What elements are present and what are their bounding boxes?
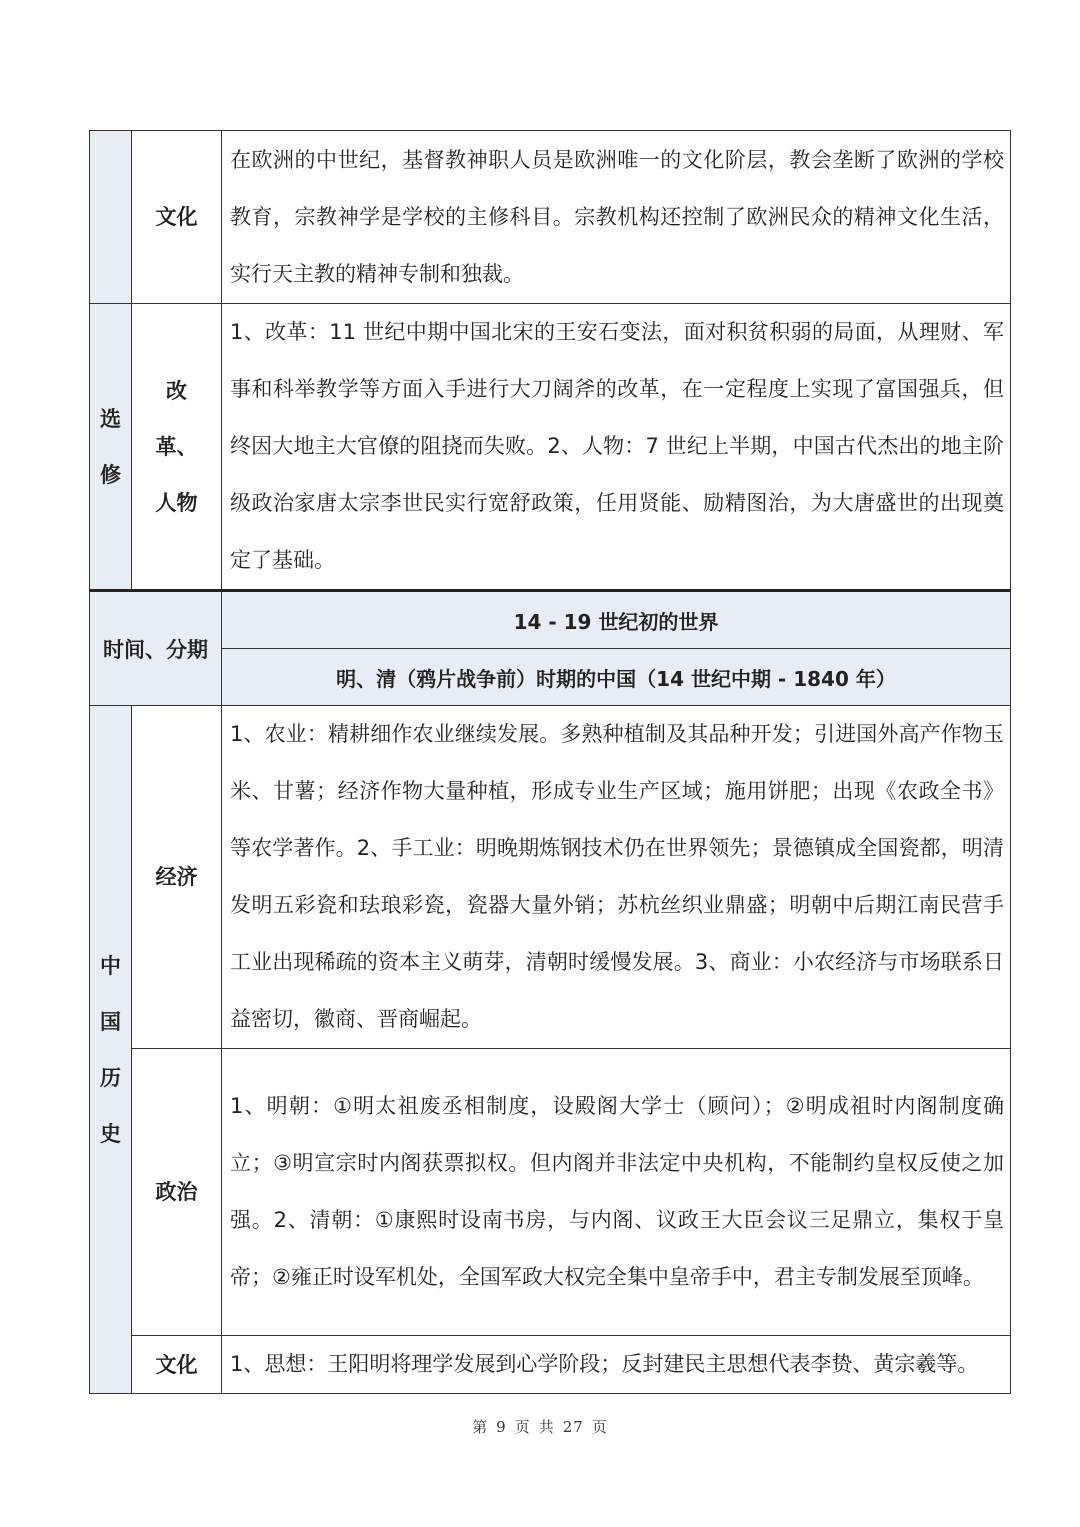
table-row <box>90 1336 1011 1394</box>
footer-word: 共 <box>538 1418 555 1436</box>
culture-text: 在欧洲的中世纪，基督教神职人员是欧洲唯一的文化阶层，教会垄断了欧洲的学校教育，宗教神学是学校的主修科目。宗教机构还控制了欧洲民众的精神文化生活，实行天主教的精神专制和独裁。 <box>222 131 1011 304</box>
politics-text: 1、明朝：①明太祖废丞相制度，设殿阁大学士（顾问）；②明成祖时内阁制度确立；③明宣宗时内阁获票拟权。但内阁并非法定中央机构，不能制约皇权反使之加强。2、清朝：①康熙时设南书房，与内阁、议政王大臣会议三足鼎立，集权于皇帝；②雍正时设军机处，全国军政大权完全集中皇帝手中，君主专制发展至顶峰。 <box>222 1049 1011 1336</box>
section-char: 国 <box>100 1009 121 1034</box>
period-label: 时间、分期 <box>90 591 222 706</box>
footer-page-number: 9 <box>496 1418 507 1436</box>
table-row <box>90 131 1011 304</box>
category-line: 革、 <box>155 434 198 459</box>
history-summary-table <box>89 130 1011 1394</box>
section-cell-elective <box>90 304 132 591</box>
category-economy: 经济 <box>132 706 222 1049</box>
reform-text: 1、改革：11 世纪中期中国北宋的王安石变法，面对积贫积弱的局面，从理财、军事和科举教学等方面入手进行大刀阔斧的改革，在一定程度上实现了富国强兵，但终因大地主大官僚的阻挠而失败。2、人物：7 世纪上半期，中国古代杰出的地主阶级政治家唐太宗李世民实行宽舒政策，任用贤能、励精图治，为大唐盛世的出现奠定了基础。 <box>222 304 1011 591</box>
footer-word: 页 <box>514 1418 531 1436</box>
footer-total-pages: 27 <box>562 1418 584 1436</box>
table-row <box>90 1049 1011 1336</box>
page-footer <box>0 1416 1080 1437</box>
section-cell-continued <box>90 131 132 304</box>
table-row <box>90 304 1011 591</box>
category-line: 改 <box>166 378 187 403</box>
china-culture-text: 1、思想：王阳明将理学发展到心学阶段；反封建民主思想代表李贽、黄宗羲等。 <box>222 1336 1011 1394</box>
category-line: 人物 <box>155 490 198 515</box>
economy-text: 1、农业：精耕细作农业继续发展。多熟种植制及其品种开发；引进国外高产作物玉米、甘薯；经济作物大量种植，形成专业生产区域；施用饼肥；出现《农政全书》等农学著作。2、手工业：明晚期炼钢技术仍在世界领先；景德镇成全国瓷都，明清发明五彩瓷和珐琅彩瓷，瓷器大量外销；苏杭丝织业鼎盛；明朝中后期江南民营手工业出现稀疏的资本主义萌芽，清朝时缓慢发展。3、商业：小农经济与市场联系日益密切，徽商、晋商崛起。 <box>222 706 1011 1049</box>
footer-prefix: 第 <box>472 1418 489 1436</box>
category-reform-figures <box>132 304 222 591</box>
category-culture: 文化 <box>132 131 222 304</box>
section-char: 选 <box>100 406 121 431</box>
footer-suffix: 页 <box>591 1418 608 1436</box>
category-politics: 政治 <box>132 1049 222 1336</box>
section-char: 史 <box>100 1121 121 1146</box>
china-heading: 明、清（鸦片战争前）时期的中国（14 世纪中期 - 1840 年） <box>222 649 1011 706</box>
world-heading: 14 - 19 世纪初的世界 <box>222 591 1011 649</box>
table-row <box>90 706 1011 1049</box>
category-culture-china: 文化 <box>132 1336 222 1394</box>
section-cell-china-history <box>90 706 132 1394</box>
table-row-period-china <box>90 649 1011 706</box>
table-row-period-world <box>90 591 1011 649</box>
section-char: 中 <box>100 953 121 978</box>
section-char: 历 <box>100 1065 121 1090</box>
section-char: 修 <box>100 462 121 487</box>
